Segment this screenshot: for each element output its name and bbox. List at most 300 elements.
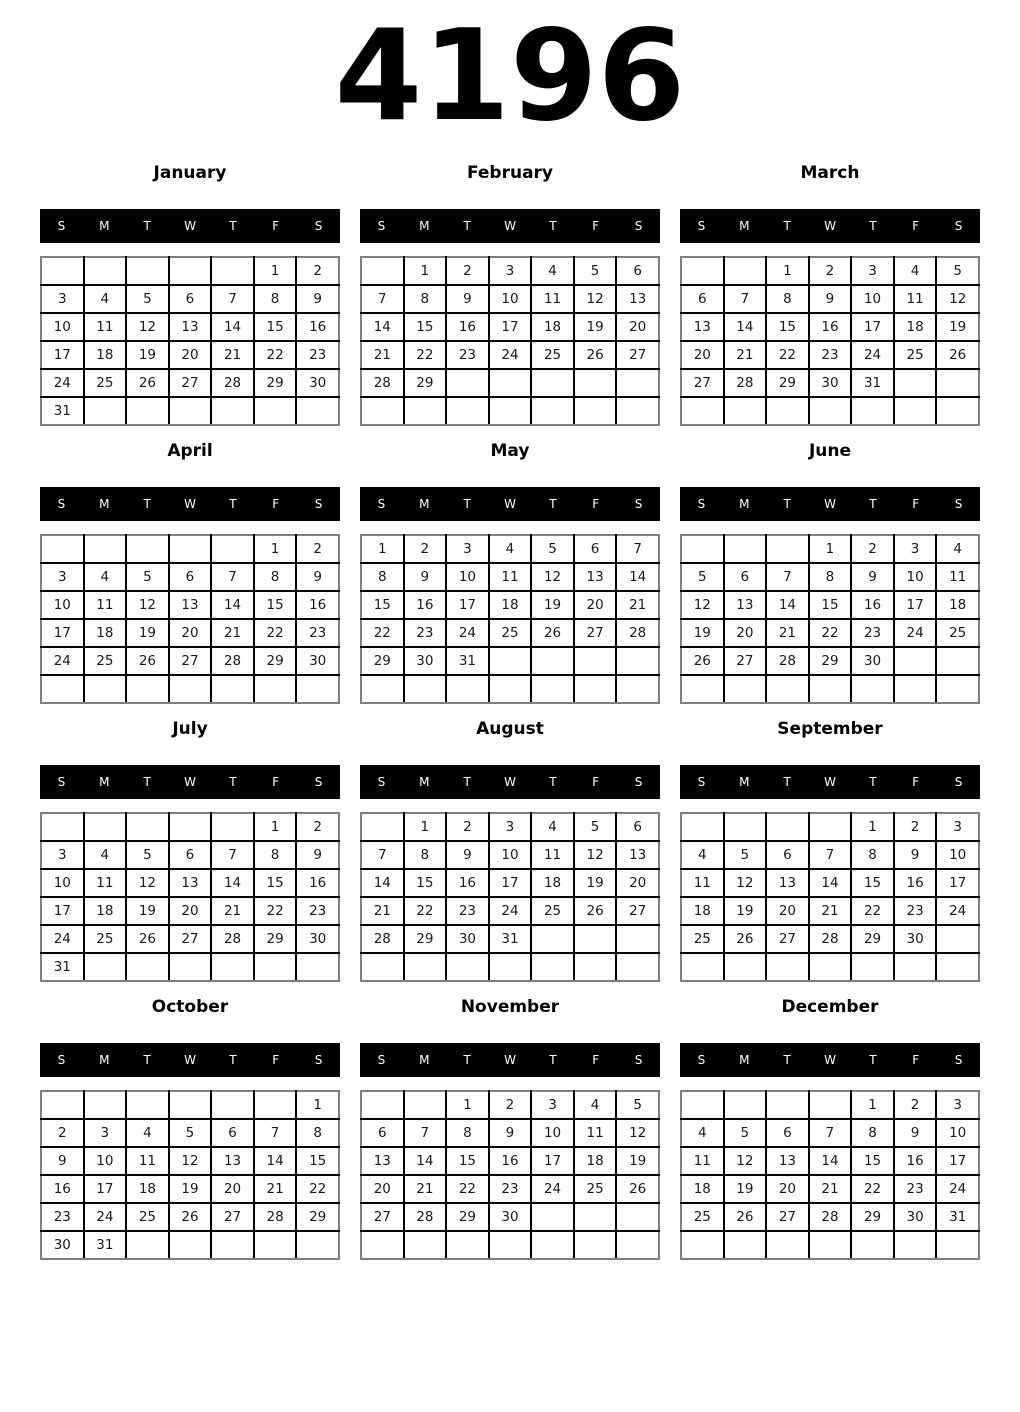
weekday-label: T: [549, 219, 557, 233]
empty-day-cell: [574, 925, 617, 953]
weekday-label: S: [634, 497, 643, 511]
weekday-label: S: [314, 1053, 323, 1067]
weekday-label: F: [592, 1053, 600, 1067]
week-row: [361, 563, 659, 591]
day-cell: 6: [574, 535, 617, 563]
day-cell: 23: [851, 619, 894, 647]
day-cell: 21: [211, 619, 254, 647]
empty-day-cell: [766, 675, 809, 703]
day-cell: 9: [404, 563, 447, 591]
day-cell: 12: [126, 591, 169, 619]
day-cell: 11: [936, 563, 979, 591]
day-cell: 25: [531, 341, 574, 369]
day-cell: 19: [126, 619, 169, 647]
empty-day-cell: [84, 675, 127, 703]
empty-day-cell: [296, 675, 339, 703]
day-cell: 14: [254, 1147, 297, 1175]
day-cell: 19: [169, 1175, 212, 1203]
day-cell: 1: [851, 1091, 894, 1119]
day-cell: 30: [296, 925, 339, 953]
year-title: 4196: [334, 2, 686, 149]
month-grid: [40, 1090, 340, 1260]
day-cell: 24: [851, 341, 894, 369]
weekday-label: S: [377, 497, 386, 511]
day-cell: 28: [211, 369, 254, 397]
week-row: [681, 1203, 979, 1231]
day-cell: 5: [681, 563, 724, 591]
week-row: [41, 285, 339, 313]
weekday-label: F: [912, 1053, 920, 1067]
day-cell: 29: [851, 925, 894, 953]
day-cell: 5: [574, 257, 617, 285]
day-cell: 29: [254, 925, 297, 953]
empty-day-cell: [616, 953, 659, 981]
weekday-label: F: [592, 775, 600, 789]
weekday-header: [360, 209, 660, 243]
empty-day-cell: [211, 1231, 254, 1259]
day-cell: 18: [531, 869, 574, 897]
day-cell: 28: [766, 647, 809, 675]
day-cell: 18: [489, 591, 532, 619]
day-cell: 10: [531, 1119, 574, 1147]
week-row: [361, 897, 659, 925]
day-cell: 17: [489, 313, 532, 341]
day-cell: 24: [936, 897, 979, 925]
weekday-header: [360, 487, 660, 521]
day-cell: 27: [766, 925, 809, 953]
month-grid: [40, 256, 340, 426]
day-cell: 12: [169, 1147, 212, 1175]
day-cell: 26: [574, 897, 617, 925]
day-cell: 8: [361, 563, 404, 591]
day-cell: 13: [361, 1147, 404, 1175]
day-cell: 21: [361, 897, 404, 925]
weekday-label: T: [869, 219, 877, 233]
day-cell: 10: [851, 285, 894, 313]
empty-day-cell: [361, 397, 404, 425]
empty-day-cell: [84, 535, 127, 563]
empty-day-cell: [489, 369, 532, 397]
day-cell: 5: [126, 563, 169, 591]
day-cell: 17: [531, 1147, 574, 1175]
empty-day-cell: [361, 953, 404, 981]
day-cell: 4: [574, 1091, 617, 1119]
month-title: May: [490, 441, 530, 461]
month-block: [360, 716, 660, 994]
empty-day-cell: [724, 257, 767, 285]
day-cell: 15: [446, 1147, 489, 1175]
day-cell: 3: [851, 257, 894, 285]
week-row: [41, 1231, 339, 1259]
day-cell: 16: [446, 313, 489, 341]
day-cell: 18: [84, 341, 127, 369]
day-cell: 31: [41, 953, 84, 981]
empty-day-cell: [404, 953, 447, 981]
day-cell: 29: [254, 647, 297, 675]
day-cell: 29: [766, 369, 809, 397]
empty-day-cell: [851, 1231, 894, 1259]
empty-day-cell: [254, 397, 297, 425]
empty-day-cell: [616, 675, 659, 703]
day-cell: 24: [936, 1175, 979, 1203]
day-cell: 11: [84, 313, 127, 341]
week-row: [681, 313, 979, 341]
empty-day-cell: [681, 813, 724, 841]
day-cell: 25: [126, 1203, 169, 1231]
weekday-label: F: [592, 497, 600, 511]
day-cell: 2: [296, 535, 339, 563]
week-row: [681, 813, 979, 841]
month-grid: [40, 534, 340, 704]
empty-day-cell: [894, 675, 937, 703]
day-cell: 26: [724, 1203, 767, 1231]
day-cell: 25: [936, 619, 979, 647]
empty-day-cell: [766, 535, 809, 563]
weekday-label: T: [549, 1053, 557, 1067]
month-block: [680, 994, 980, 1272]
day-cell: 15: [851, 1147, 894, 1175]
day-cell: 14: [724, 313, 767, 341]
day-cell: 1: [404, 813, 447, 841]
empty-day-cell: [84, 1091, 127, 1119]
weekday-label: W: [504, 219, 516, 233]
day-cell: 21: [724, 341, 767, 369]
day-cell: 3: [41, 563, 84, 591]
empty-day-cell: [211, 1091, 254, 1119]
week-row: [681, 591, 979, 619]
weekday-label: F: [912, 775, 920, 789]
day-cell: 21: [404, 1175, 447, 1203]
empty-day-cell: [531, 1203, 574, 1231]
day-cell: 19: [724, 1175, 767, 1203]
week-row: [361, 1203, 659, 1231]
empty-day-cell: [574, 647, 617, 675]
week-row: [361, 869, 659, 897]
weekday-label: T: [783, 219, 791, 233]
day-cell: 8: [446, 1119, 489, 1147]
empty-day-cell: [489, 675, 532, 703]
day-cell: 4: [126, 1119, 169, 1147]
day-cell: 6: [724, 563, 767, 591]
weekday-header: [680, 487, 980, 521]
day-cell: 4: [531, 813, 574, 841]
empty-day-cell: [809, 953, 852, 981]
weekday-label: M: [739, 219, 750, 233]
empty-day-cell: [169, 813, 212, 841]
empty-day-cell: [894, 397, 937, 425]
week-row: [41, 1119, 339, 1147]
empty-day-cell: [254, 953, 297, 981]
weekday-label: M: [99, 219, 110, 233]
weekday-label: S: [57, 775, 66, 789]
day-cell: 5: [126, 841, 169, 869]
weekday-label: S: [377, 219, 386, 233]
day-cell: 13: [616, 285, 659, 313]
day-cell: 26: [936, 341, 979, 369]
week-row: [41, 591, 339, 619]
day-cell: 14: [616, 563, 659, 591]
month-grid-wrap: [680, 534, 980, 704]
week-row: [41, 869, 339, 897]
weekday-label: M: [419, 775, 430, 789]
day-cell: 16: [296, 869, 339, 897]
weekday-label: F: [912, 219, 920, 233]
weekday-label: S: [697, 497, 706, 511]
day-cell: 6: [169, 285, 212, 313]
day-cell: 3: [489, 257, 532, 285]
empty-day-cell: [254, 675, 297, 703]
empty-day-cell: [361, 813, 404, 841]
day-cell: 23: [446, 897, 489, 925]
month-grid-wrap: [360, 256, 660, 426]
weekday-label: S: [954, 1053, 963, 1067]
day-cell: 25: [681, 1203, 724, 1231]
weekday-label: S: [314, 219, 323, 233]
weekday-label: W: [184, 775, 196, 789]
day-cell: 25: [894, 341, 937, 369]
day-cell: 7: [211, 841, 254, 869]
day-cell: 18: [84, 897, 127, 925]
weekday-label: T: [143, 1053, 151, 1067]
week-row: [41, 1175, 339, 1203]
week-row: [681, 257, 979, 285]
empty-day-cell: [489, 953, 532, 981]
day-cell: 10: [446, 563, 489, 591]
day-cell: 8: [809, 563, 852, 591]
day-cell: 10: [936, 1119, 979, 1147]
day-cell: 5: [574, 813, 617, 841]
empty-day-cell: [41, 535, 84, 563]
month-block: [680, 438, 980, 716]
day-cell: 14: [211, 313, 254, 341]
day-cell: 10: [894, 563, 937, 591]
day-cell: 9: [809, 285, 852, 313]
weekday-label: F: [272, 219, 280, 233]
empty-day-cell: [894, 953, 937, 981]
day-cell: 13: [169, 869, 212, 897]
weekday-label: S: [377, 775, 386, 789]
month-title: November: [460, 997, 560, 1017]
empty-day-cell: [361, 1091, 404, 1119]
day-cell: 3: [489, 813, 532, 841]
weekday-label: S: [57, 1053, 66, 1067]
day-cell: 29: [404, 369, 447, 397]
day-cell: 8: [851, 841, 894, 869]
day-cell: 6: [616, 813, 659, 841]
day-cell: 24: [531, 1175, 574, 1203]
day-cell: 12: [724, 1147, 767, 1175]
week-row: [361, 1147, 659, 1175]
day-cell: 31: [489, 925, 532, 953]
month-block: [680, 160, 980, 438]
day-cell: 2: [296, 257, 339, 285]
day-cell: 23: [296, 619, 339, 647]
day-cell: 10: [41, 869, 84, 897]
day-cell: 9: [296, 285, 339, 313]
day-cell: 8: [254, 563, 297, 591]
week-row: [681, 619, 979, 647]
day-cell: 7: [361, 841, 404, 869]
day-cell: 15: [254, 869, 297, 897]
day-cell: 27: [616, 897, 659, 925]
day-cell: 4: [681, 841, 724, 869]
day-cell: 25: [84, 369, 127, 397]
week-row: [681, 1091, 979, 1119]
month-grid-wrap: [360, 1090, 660, 1260]
day-cell: 13: [574, 563, 617, 591]
day-cell: 19: [126, 341, 169, 369]
empty-day-cell: [41, 675, 84, 703]
empty-day-cell: [41, 1091, 84, 1119]
day-cell: 11: [574, 1119, 617, 1147]
day-cell: 15: [809, 591, 852, 619]
day-cell: 20: [169, 341, 212, 369]
empty-day-cell: [809, 397, 852, 425]
weekday-label: W: [184, 219, 196, 233]
day-cell: 4: [531, 257, 574, 285]
day-cell: 12: [531, 563, 574, 591]
weekday-label: W: [824, 497, 836, 511]
day-cell: 26: [169, 1203, 212, 1231]
day-cell: 14: [361, 313, 404, 341]
empty-day-cell: [404, 397, 447, 425]
empty-day-cell: [169, 953, 212, 981]
day-cell: 11: [681, 869, 724, 897]
weekday-label: T: [229, 775, 237, 789]
week-row: [681, 369, 979, 397]
day-cell: 11: [681, 1147, 724, 1175]
month-title: January: [153, 163, 227, 183]
day-cell: 7: [766, 563, 809, 591]
day-cell: 22: [851, 1175, 894, 1203]
empty-day-cell: [894, 1231, 937, 1259]
empty-day-cell: [126, 675, 169, 703]
empty-day-cell: [84, 257, 127, 285]
week-row: [681, 285, 979, 313]
empty-day-cell: [361, 675, 404, 703]
day-cell: 22: [296, 1175, 339, 1203]
month-grid: [680, 812, 980, 982]
weekday-label: T: [143, 497, 151, 511]
week-row: [361, 341, 659, 369]
empty-day-cell: [894, 369, 937, 397]
day-cell: 9: [489, 1119, 532, 1147]
day-cell: 26: [126, 925, 169, 953]
month-grid-wrap: [40, 1090, 340, 1260]
empty-day-cell: [936, 675, 979, 703]
week-row: [41, 619, 339, 647]
empty-day-cell: [531, 675, 574, 703]
day-cell: 7: [809, 841, 852, 869]
day-cell: 2: [404, 535, 447, 563]
weekday-header: [680, 1043, 980, 1077]
empty-day-cell: [766, 813, 809, 841]
day-cell: 22: [254, 897, 297, 925]
empty-day-cell: [574, 675, 617, 703]
month-grid-wrap: [680, 1090, 980, 1260]
month-title: April: [167, 441, 213, 461]
day-cell: 18: [531, 313, 574, 341]
empty-day-cell: [126, 1091, 169, 1119]
month-block: [40, 994, 340, 1272]
day-cell: 8: [766, 285, 809, 313]
day-cell: 4: [936, 535, 979, 563]
day-cell: 31: [851, 369, 894, 397]
day-cell: 8: [254, 285, 297, 313]
week-row: [41, 925, 339, 953]
month-block: [40, 716, 340, 994]
day-cell: 28: [616, 619, 659, 647]
week-row: [681, 675, 979, 703]
empty-day-cell: [531, 647, 574, 675]
weekday-label: F: [272, 775, 280, 789]
day-cell: 10: [489, 285, 532, 313]
day-cell: 7: [404, 1119, 447, 1147]
empty-day-cell: [169, 675, 212, 703]
empty-day-cell: [574, 953, 617, 981]
day-cell: 20: [616, 313, 659, 341]
day-cell: 24: [41, 647, 84, 675]
day-cell: 21: [254, 1175, 297, 1203]
empty-day-cell: [84, 397, 127, 425]
day-cell: 22: [361, 619, 404, 647]
day-cell: 1: [361, 535, 404, 563]
empty-day-cell: [169, 1231, 212, 1259]
month-title: June: [808, 441, 852, 461]
month-grid: [680, 1090, 980, 1260]
day-cell: 2: [894, 813, 937, 841]
day-cell: 11: [84, 591, 127, 619]
day-cell: 20: [169, 897, 212, 925]
day-cell: 28: [724, 369, 767, 397]
day-cell: 12: [724, 869, 767, 897]
month-grid-wrap: [40, 534, 340, 704]
day-cell: 11: [894, 285, 937, 313]
weekday-label: W: [504, 1053, 516, 1067]
day-cell: 6: [766, 1119, 809, 1147]
day-cell: 15: [254, 591, 297, 619]
day-cell: 24: [489, 897, 532, 925]
week-row: [361, 535, 659, 563]
day-cell: 23: [894, 1175, 937, 1203]
weekday-label: S: [954, 219, 963, 233]
day-cell: 26: [574, 341, 617, 369]
day-cell: 27: [361, 1203, 404, 1231]
empty-day-cell: [936, 953, 979, 981]
day-cell: 23: [489, 1175, 532, 1203]
weekday-label: T: [783, 1053, 791, 1067]
weekday-label: T: [783, 497, 791, 511]
day-cell: 3: [41, 841, 84, 869]
day-cell: 14: [361, 869, 404, 897]
month-title: September: [777, 719, 883, 739]
day-cell: 4: [681, 1119, 724, 1147]
day-cell: 16: [489, 1147, 532, 1175]
empty-day-cell: [489, 647, 532, 675]
day-cell: 13: [766, 869, 809, 897]
empty-day-cell: [126, 257, 169, 285]
weekday-label: F: [272, 1053, 280, 1067]
week-row: [361, 953, 659, 981]
day-cell: 3: [446, 535, 489, 563]
day-cell: 31: [84, 1231, 127, 1259]
day-cell: 30: [894, 1203, 937, 1231]
empty-day-cell: [681, 1231, 724, 1259]
day-cell: 30: [404, 647, 447, 675]
weekday-label: M: [739, 1053, 750, 1067]
empty-day-cell: [616, 925, 659, 953]
day-cell: 13: [169, 313, 212, 341]
